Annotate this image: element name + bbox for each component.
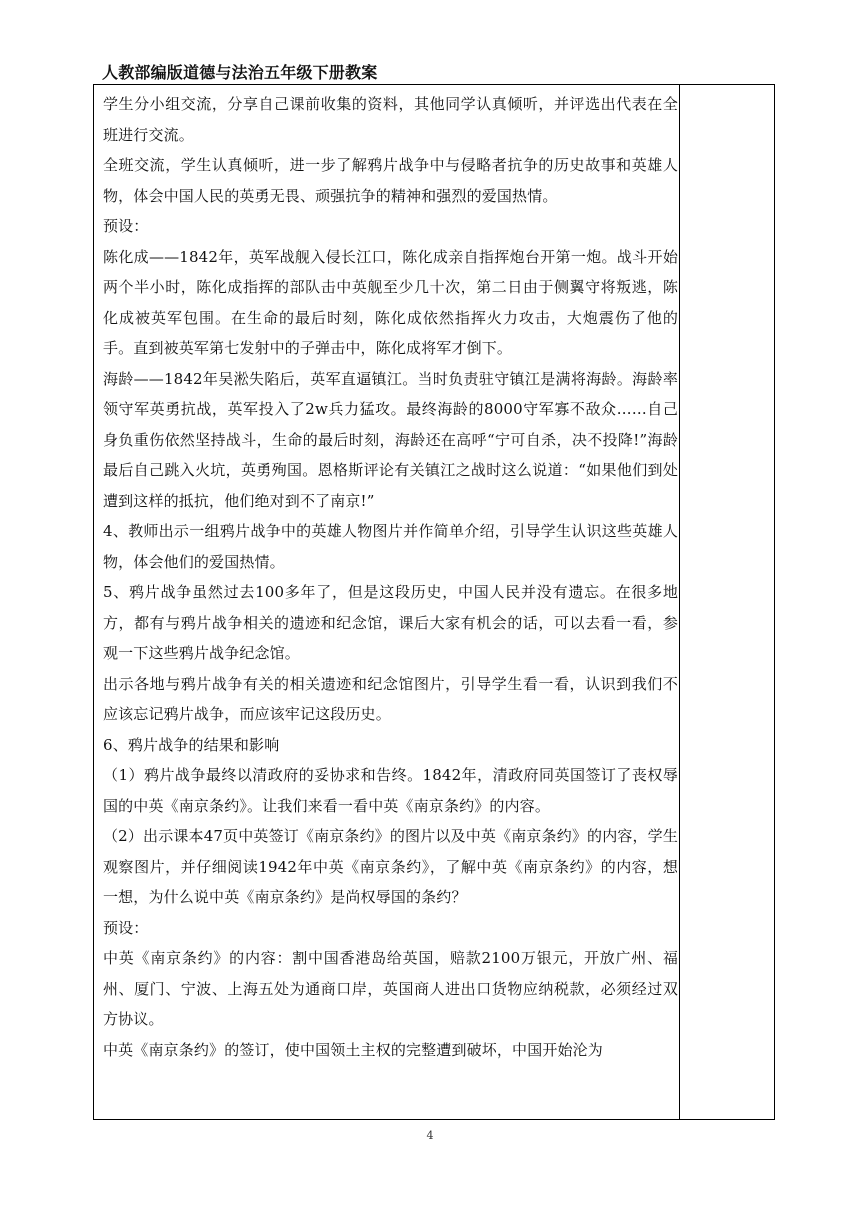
- paragraph-group-discussion: 学生分小组交流，分享自己课前收集的资料，其他同学认真倾听，并评选出代表在全班进行交流。: [103, 95, 678, 144]
- paragraph-step-6-1: （1）鸦片战争最终以清政府的妥协求和告终。1842年，清政府同英国签订了丧权辱国的中英《南京条约》。让我们来看一看中英《南京条约》的内容。: [103, 766, 678, 815]
- paragraph-class-exchange: 全班交流，学生认真倾听，进一步了解鸦片战争中与侵略者抗争的历史故事和英雄人物，体会中国人民的英勇无畏、顽强抗争的精神和强烈的爱国热情。: [103, 156, 678, 205]
- paragraph-memorial-images: 出示各地与鸦片战争有关的相关遗迹和纪念馆图片，引导学生看一看，认识到我们不应该忘记鸦片战争，而应该牢记这段历史。: [103, 674, 678, 723]
- column-divider: [679, 85, 680, 1119]
- page-number: 4: [426, 1129, 434, 1142]
- paragraph-preset-2: 预设：: [103, 918, 149, 937]
- lesson-plan-table: [93, 84, 775, 1120]
- teaching-process-cell: [103, 89, 678, 1065]
- paragraph-step-4: 4、教师出示一组鸦片战争中的英雄人物图片并作简单介绍，引导学生认识这些英雄人物，体会他们的爱国热情。: [103, 522, 678, 571]
- paragraph-chen-huacheng: 陈化成——1842年，英军战舰入侵长江口，陈化成亲自指挥炮台开第一炮。战斗开始两个半小时，陈化成指挥的部队击中英舰至少几十次，第二日由于侧翼守将叛逃，陈化成被英军包围。在生命的最后时刻，陈化成依然指挥火力攻击，大炮震伤了他的手。直到被英军第七发射中的子弹击中，陈化成将军才倒下。: [103, 247, 678, 357]
- paragraph-treaty-impact: 中英《南京条约》的签订，使中国领土主权的完整遭到破坏，中国开始沦为: [103, 1040, 603, 1059]
- paragraph-preset: 预设：: [103, 217, 149, 235]
- paragraph-step-5: 5、鸦片战争虽然过去100多年了，但是这段历史，中国人民并没有遗忘。在很多地方，都有与鸦片战争相关的遗迹和纪念馆，课后大家有机会的话，可以去看一看，参观一下这些鸦片战争纪念馆。: [103, 583, 678, 662]
- paragraph-step-6: 6、鸦片战争的结果和影响: [103, 735, 280, 754]
- paragraph-step-6-2: （2）出示课本47页中英签订《南京条约》的图片以及中英《南京条约》的内容，学生观察图片，并仔细阅读1942年中英《南京条约》，了解中英《南京条约》的内容，想一想，为什么说中英《南京条约》是尚权辱国的条约？: [103, 827, 678, 906]
- paragraph-hai-ling: 海龄——1842年吴淞失陷后，英军直逼镇江。当时负责驻守镇江是满将海龄。海龄率领守军英勇抗战，英军投入了2w兵力猛攻。最终海龄的8000守军寡不敌众……自己身负重伤依然坚持战斗，生命的最后时刻，海龄还在高呼“宁可自杀，决不投降!”海龄最后自己跳入火坑，英勇殉国。恩格斯评论有关镇江之战时这么说道：“如果他们到处遭到这样的抵抗，他们绝对到不了南京!”: [103, 369, 678, 510]
- document-header: 人教部编版道德与法治五年级下册教案: [102, 63, 378, 82]
- paragraph-treaty-content: 中英《南京条约》的内容：割中国香港岛给英国，赔款2100万银元，开放广州、福州、厦门、宁波、上海五处为通商口岸，英国商人进出口货物应纳税款，必须经过双方协议。: [103, 949, 678, 1028]
